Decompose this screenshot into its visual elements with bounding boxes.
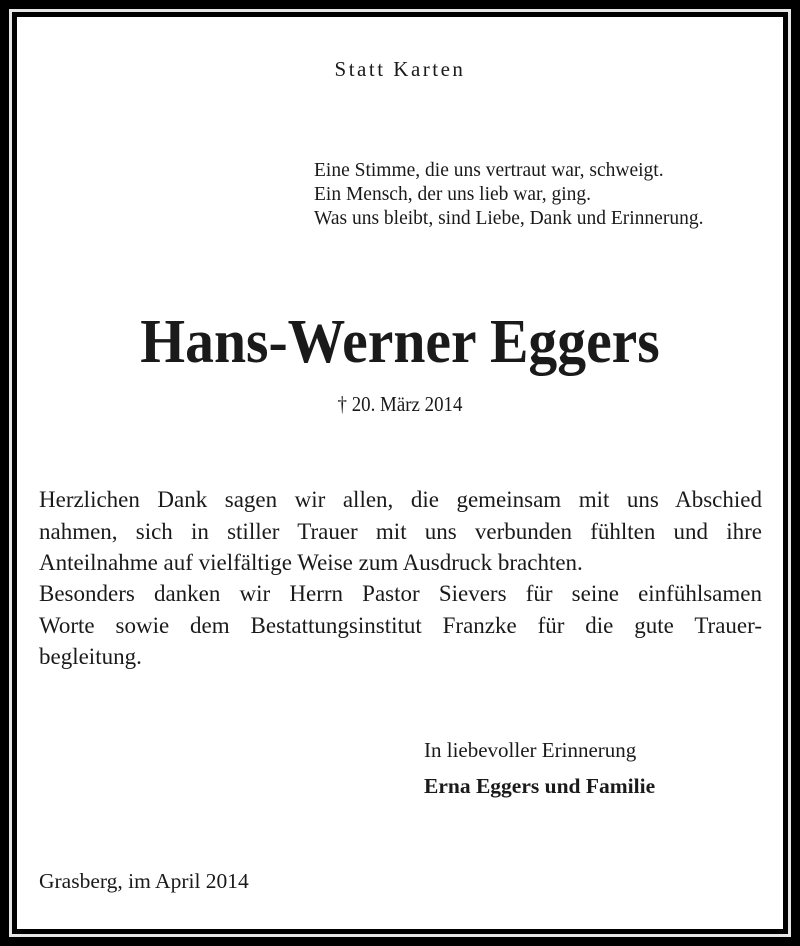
memorial-poem bbox=[314, 159, 703, 231]
paragraph-line: Besonders danken wir Herrn Pastor Sievers für seine einfühlsamen bbox=[39, 581, 762, 606]
special-thanks-paragraph bbox=[39, 578, 762, 673]
poem-line: Was uns bleibt, sind Liebe, Dank und Erinnerung. bbox=[314, 208, 704, 229]
place-and-date: Grasberg, im April 2014 bbox=[39, 869, 249, 893]
closing-block bbox=[424, 732, 655, 804]
thanks-paragraph bbox=[39, 484, 762, 579]
signer-name: Erna Eggers und Familie bbox=[424, 774, 656, 798]
paragraph-line: Worte sowie dem Bestattungsinstitut Franzke für die gute Trauer- bbox=[39, 612, 762, 638]
paragraph-line: nahmen, sich in stiller Trauer mit uns verbunden fühlten und ihre bbox=[39, 518, 762, 544]
paragraph-line: Anteilnahme auf vielfältige Weise zum Ausdruck brachten. bbox=[39, 550, 583, 575]
paragraph-line: begleitung. bbox=[39, 644, 142, 669]
paragraph-line: Herzlichen Dank sagen wir allen, die gemeinsam mit uns Abschied bbox=[39, 487, 762, 512]
notice-header: Statt Karten bbox=[334, 57, 466, 81]
closing-phrase: In liebevoller Erinnerung bbox=[424, 738, 637, 762]
poem-line: Eine Stimme, die uns vertraut war, schweigt. bbox=[314, 160, 664, 181]
death-date: † 20. März 2014 bbox=[337, 392, 463, 416]
obituary-notice bbox=[17, 17, 783, 929]
deceased-name: Hans-Werner Eggers bbox=[140, 308, 660, 376]
poem-line: Ein Mensch, der uns lieb war, ging. bbox=[314, 184, 592, 205]
